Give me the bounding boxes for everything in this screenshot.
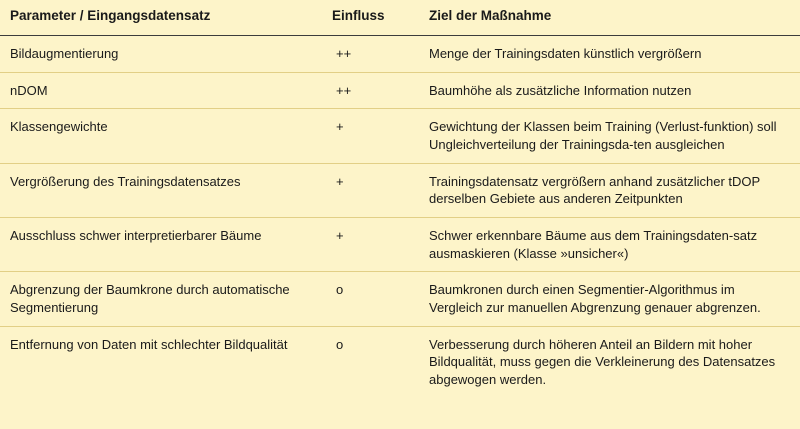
table-row [0,72,800,109]
table-header [0,0,800,35]
cell-parameter: Ausschluss schwer interpretierbarer Bäume [0,217,318,271]
cell-ziel: Baumhöhe als zusätzliche Information nutzen [415,72,800,109]
table-row [0,163,800,217]
cell-einfluss: + [318,109,415,163]
cell-einfluss: o [336,336,344,352]
cell-ziel: Trainingsdatensatz vergrößern anhand zusätzlicher tDOP derselben Gebiete aus anderen Zeitpunkten [415,163,800,217]
cell-parameter: nDOM [0,72,318,109]
cell-ziel: Schwer erkennbare Bäume aus dem Trainingsdaten-satz ausmaskieren (Klasse »unsicher«) [415,217,800,271]
table-header-row [0,0,800,35]
cell-parameter: Vergrößerung des Trainingsdatensatzes [0,163,318,217]
table-row [0,272,800,326]
cell-ziel: Baumkronen durch einen Segmentier-Algorithmus im Vergleich zur manuellen Abgrenzung genauer abgrenzen. [415,272,800,326]
table-row [0,35,800,72]
table-row [0,326,800,398]
cell-ziel: Verbesserung durch höheren Anteil an Bildern mit hoher Bildqualität, muss gegen die Verkleinerung des Datensatzes abgewogen werden. [429,336,776,387]
column-header-ziel: Ziel der Maßnahme [415,0,800,35]
table-row [0,217,800,271]
column-header-einfluss: Einfluss [318,0,415,35]
cell-einfluss: ++ [318,35,415,72]
cell-ziel: Gewichtung der Klassen beim Training (Verlust-funktion) soll Ungleichverteilung der Trainingsda-ten ausgleichen [415,109,800,163]
table-row [0,109,800,163]
cell-parameter: Bildaugmentierung [0,35,318,72]
cell-ziel: Menge der Trainingsdaten künstlich vergrößern [415,35,800,72]
cell-parameter: Abgrenzung der Baumkrone durch automatische Segmentierung [0,272,318,326]
cell-parameter: Entfernung von Daten mit schlechter Bildqualität [10,336,288,352]
column-header-parameter: Parameter / Eingangsdatensatz [0,0,318,35]
cell-einfluss: + [318,163,415,217]
cell-einfluss: ++ [318,72,415,109]
table-body [0,35,800,397]
cell-einfluss: + [318,217,415,271]
cell-einfluss: o [318,272,415,326]
cell-parameter: Klassengewichte [0,109,318,163]
